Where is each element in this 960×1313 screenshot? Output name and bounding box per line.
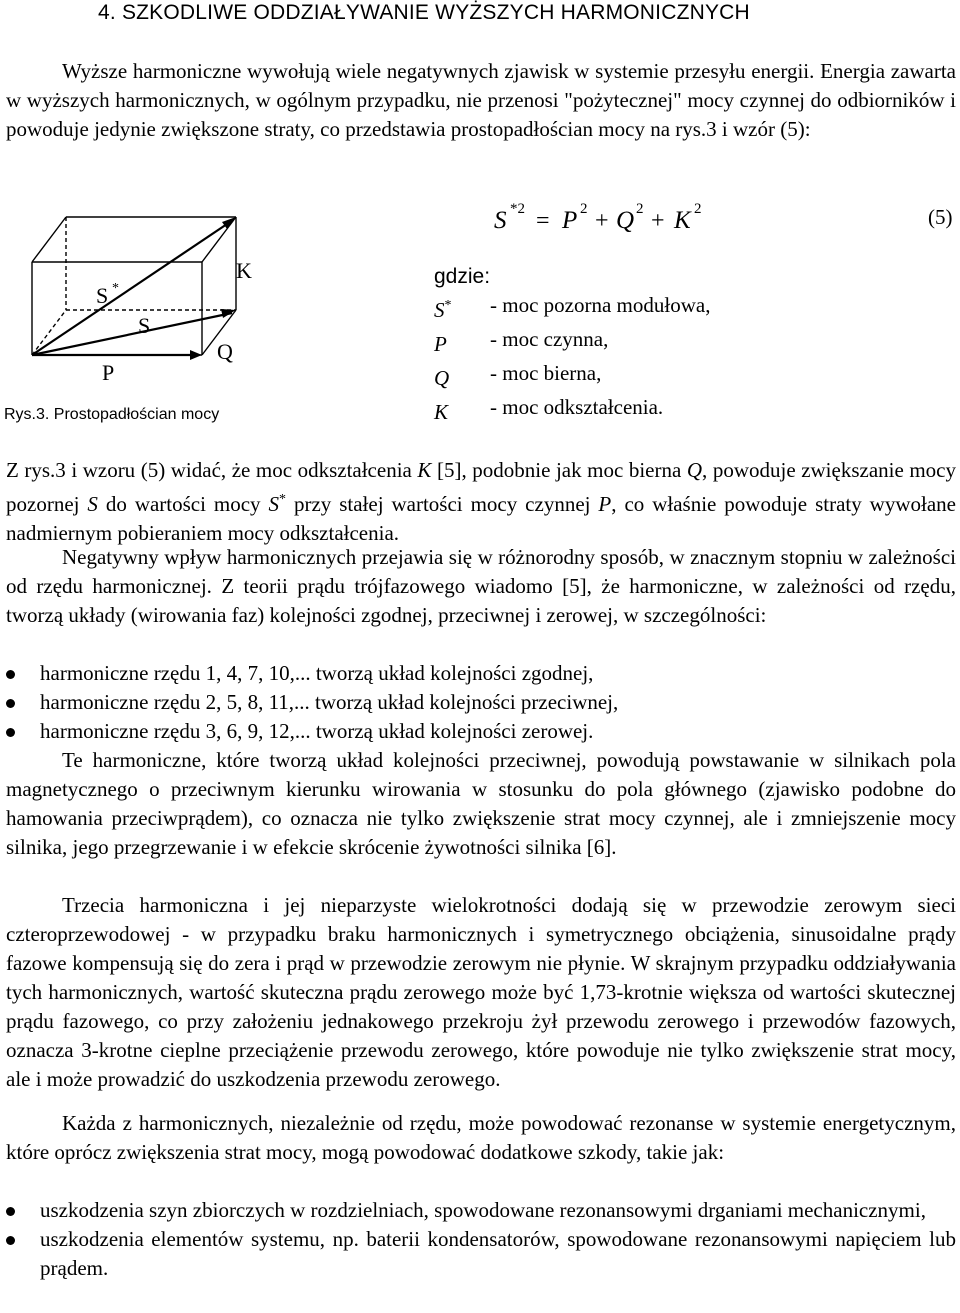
formula-t3-sup: 2: [694, 201, 702, 217]
definitions-intro: gdzie:: [434, 265, 491, 288]
formula-plus1: +: [595, 208, 609, 234]
formula-t2: Q: [616, 207, 635, 234]
definition-row: [434, 359, 710, 393]
power-cuboid-figure: [4, 212, 274, 430]
label-s-star: S: [96, 283, 109, 308]
bullet-icon: [6, 728, 15, 737]
bullet-icon: [6, 699, 15, 708]
list-item: uszkodzenia elementów systemu, np. baterii kondensatorów, spowodowane rezonansowymi napięciem lub prądem.: [6, 1225, 956, 1283]
formula-plus2: +: [651, 208, 665, 234]
paragraph-3: Negatywny wpływ harmonicznych przejawia się w różnorodny sposób, w znacznym stopniu w zależności od rzędu harmonicznej. Z teorii prądu trójfazowego wiadomo [5], że harmoniczne, w zależności od rzędu, tworzą układy (wirowania faz) kolejności zgodnej, przeciwnej i zerowej, w szczególności:: [6, 545, 956, 627]
definition-text: - moc czynna,: [490, 327, 609, 351]
definition-symbol: Q: [434, 366, 450, 390]
paragraph-4: Te harmoniczne, które tworzą układ kolejności przeciwnej, powodują powstawanie w silnikach pola magnetycznego o przeciwnym kierunku wirowania w stosunku do pola głównego (zjawisko podobne do hamowania przeciwprądem), co oznacza nie tylko zwiększenie strat mocy czynnej, ale i zmniejszenie mocy silnika, jego przegrzewanie i w efekcie skrócenie żywotności silnika [6].: [6, 748, 956, 859]
label-s-star-sup: *: [112, 281, 119, 296]
formula-5: [494, 198, 914, 238]
paragraph-2: Z rys.3 i wzoru (5) widać, że moc odkształcenia K [5], podobnie jak moc bierna Q, powoduje zwiększanie mocy pozornej S do wartości mocy S* przy stałej wartości mocy czynnej P, co właśnie powoduje straty wywołane nadmiernym pobieraniem mocy odkształcenia.: [6, 458, 956, 545]
definition-symbol: K: [434, 400, 449, 424]
formula-t1: P: [562, 207, 578, 234]
label-q: Q: [217, 339, 233, 364]
list-item: harmoniczne rzędu 2, 5, 8, 11,... tworzą układ kolejności przeciwnej,: [6, 688, 956, 717]
definition-row: [434, 291, 710, 325]
bullet-icon: [6, 1207, 15, 1216]
paragraph-5: Trzecia harmoniczna i jej nieparzyste wielokrotności dodają się w przewodzie zerowym sieci czteroprzewodowej - w przypadku braku harmonicznych i symetrycznego obciążenia, sinusoidalne prądy fazowe kompensują się do zera i prąd w przewodzie zerowym nie płynie. W skrajnym przypadku oddziaływania tych harmonicznych, wartość skuteczna prądu zerowego może być 1,73-krotnie większa od wartości skutecznej prądu fazowego, co przy założeniu jednakowego przekroju żył przewodu zerowego i przewodów fazowych, oznacza 3-krotne cieplne przeciążenie przewodu zerowego, które powoduje nie tylko zwiększenie strat mocy, ale i może prowadzić do uszkodzenia przewodu zerowego.: [6, 893, 956, 1091]
bullet-icon: [6, 670, 15, 679]
formula-t1-sup: 2: [580, 201, 588, 217]
p-arrowhead: [190, 350, 202, 360]
list-item: harmoniczne rzędu 1, 4, 7, 10,... tworzą układ kolejności zgodnej,: [6, 659, 956, 688]
formula-lhs-sup: *2: [510, 201, 525, 217]
harmonic-sequence-list: [6, 659, 956, 746]
label-s: S: [138, 313, 151, 338]
connect-top-left: [32, 217, 66, 262]
label-k: K: [236, 258, 252, 283]
list-item: uszkodzenia szyn zbiorczych w rozdzielniach, spowodowane rezonansowymi drganiami mechanicznymi,: [6, 1196, 956, 1225]
formula-lhs: S: [494, 207, 507, 234]
section-heading: 4. SZKODLIWE ODDZIAŁYWANIE WYŻSZYCH HARMONICZNYCH: [98, 1, 750, 24]
definition-symbol: S*: [434, 298, 452, 322]
formula-eq: =: [536, 208, 550, 234]
definition-text: - moc pozorna modułowa,: [490, 293, 711, 317]
formula-t3: K: [674, 207, 691, 234]
paragraph-6: Każda z harmonicznych, niezależnie od rzędu, może powodować rezonanse w systemie energetycznym, które oprócz zwiększenia strat mocy, mogą powodować dodatkowe szkody, takie jak:: [6, 1111, 956, 1164]
definition-row: [434, 393, 710, 427]
symbol-definitions: [434, 262, 710, 427]
bullet-icon: [6, 1236, 15, 1245]
label-p: P: [102, 360, 115, 385]
definition-text: - moc bierna,: [490, 361, 602, 385]
resonance-damage-list: [6, 1196, 956, 1283]
intro-paragraph: Wyższe harmoniczne wywołują wiele negatywnych zjawisk w systemie przesyłu energii. Energia zawarta w wyższych harmonicznych, w ogólnym przypadku, nie przenosi "pożytecznej" mocy czynnej do odbiorników i powoduje jedynie zwiększone straty, co przedstawia prostopadłościan mocy na rys.3 i wzór (5):: [6, 59, 956, 141]
definition-row: [434, 325, 710, 359]
formula-t2-sup: 2: [636, 201, 644, 217]
list-item: harmoniczne rzędu 3, 6, 9, 12,... tworzą układ kolejności zerowej.: [6, 717, 956, 746]
definition-text: - moc odkształcenia.: [490, 395, 664, 419]
figure-caption: Rys.3. Prostopadłościan mocy: [4, 406, 220, 423]
formula-number: (5): [928, 205, 953, 229]
definition-symbol: P: [434, 332, 447, 356]
